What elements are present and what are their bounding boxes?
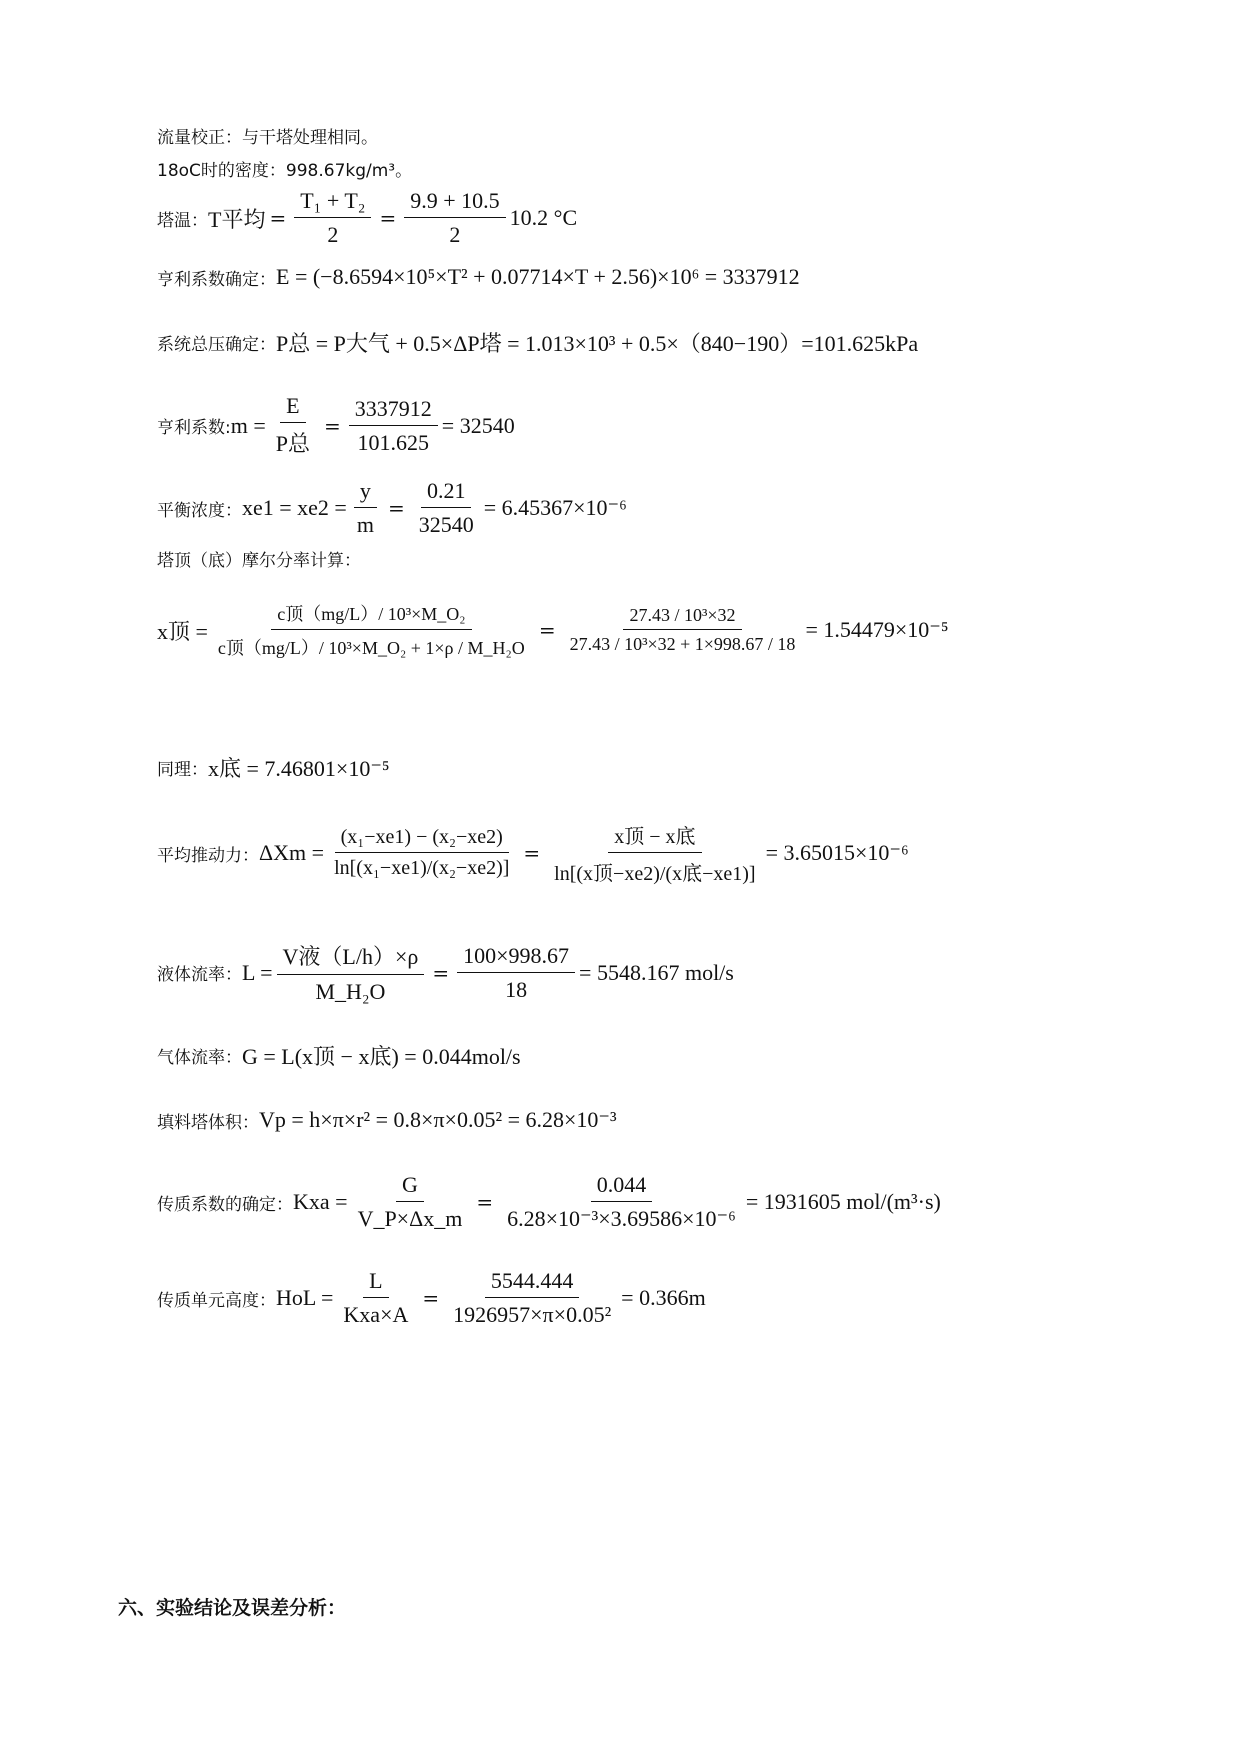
kxa-fraction-1 xyxy=(352,1172,469,1232)
flow-correction-line xyxy=(157,123,378,148)
m-fraction-1 xyxy=(270,393,316,458)
x-top-line: x顶 = $\frac{\text{c顶（mg/L）/ 10³×M\_O₂}}{\text{c顶（mg/L）/ 10³×M\_O₂ + 1×ρ / M\_H₂O}}$ = $\frac{\text{27.43 / 10³×32}}{\text{27.43 / 10³×32 + 1×998.67 / 18}}$ = 1.54479×10⁻⁵ xyxy=(157,600,949,660)
driving-force-result: = 3.65015×10⁻⁶ xyxy=(765,840,909,865)
fraction-denominator: 2 xyxy=(449,222,461,247)
fraction-denominator: m xyxy=(356,512,374,537)
fraction-numerator: 27.43 / 10³×32 xyxy=(623,605,741,630)
x-bottom-line xyxy=(157,752,390,783)
fraction-denominator: ln[(x顶−xe2)/(x底−xe1)] xyxy=(554,863,756,885)
mole-frac-line xyxy=(157,546,361,571)
fraction-numerator: 3337912 xyxy=(349,396,438,426)
fraction-numerator: L xyxy=(363,1268,388,1298)
m-fraction-2 xyxy=(349,396,438,456)
x-top-fraction-1 xyxy=(212,600,531,660)
density-line xyxy=(157,156,412,181)
m-label: 亨利系数: xyxy=(157,418,231,438)
liquid-fraction-2 xyxy=(457,943,575,1003)
equil-lhs: xe1 = xe2 = xyxy=(242,495,347,520)
x-top-fraction-2 xyxy=(564,605,802,655)
fraction-numerator: y xyxy=(354,478,377,508)
volume-line xyxy=(157,1107,617,1133)
liquid-result: = 5548.167 mol/s xyxy=(579,959,734,985)
x-top-lhs: x顶 = xyxy=(157,618,208,644)
liquid-fraction-1 xyxy=(277,940,425,1005)
fraction-denominator: c顶（mg/L）/ 10³×M_O₂ + 1×ρ / M_H₂O xyxy=(217,638,525,658)
fraction-denominator: 1926957×π×0.05² xyxy=(453,1302,612,1327)
liquid-lhs: L = xyxy=(242,959,273,985)
tower-temp-lhs: T平均 xyxy=(208,206,266,232)
density-text: 18oC时的密度：998.67kg/m³。 xyxy=(157,161,413,181)
hol-label: 传质单元高度： xyxy=(157,1290,276,1311)
m-line: 亨利系数: m = $\frac{E}{\text{P总}}$ = $\frac{3337912}{101.625}$ = 32540 xyxy=(157,393,515,456)
equil-label: 平衡浓度： xyxy=(157,500,242,521)
kxa-result: = 1931605 mol/(m³·s) xyxy=(745,1189,941,1214)
driving-force-label: 平均推动力： xyxy=(157,845,259,866)
same-label: 同理： xyxy=(157,760,208,780)
fraction-denominator: 6.28×10⁻³×3.69586×10⁻⁶ xyxy=(507,1206,736,1231)
hol-fraction-2 xyxy=(447,1268,617,1328)
fraction-numerator: V液（L/h）×ρ xyxy=(277,940,425,975)
fraction-numerator: 0.044 xyxy=(591,1172,653,1202)
fraction-numerator: c顶（mg/L）/ 10³×M_O₂ xyxy=(271,600,471,630)
tower-temp-label: 塔温： xyxy=(157,210,208,231)
fraction-denominator: 32540 xyxy=(418,512,474,537)
equil-fraction-2 xyxy=(413,478,480,538)
fraction-numerator: 100×998.67 xyxy=(457,943,575,973)
fraction-denominator: 18 xyxy=(505,976,528,1002)
kxa-fraction-2 xyxy=(501,1172,742,1232)
hol-fraction-1 xyxy=(337,1268,414,1328)
fraction-numerator: 5544.444 xyxy=(485,1268,580,1298)
driving-force-line: 平均推动力： ΔXm = $\frac{\text{(x₁−xe1) − (x₂−xe2)}}{\text{ln[(x₁−xe1)/(x₂−xe2)]}}$ = $\frac{\text{x顶 − x底}}{\text{ln[(x顶−xe2)/(x底−xe1)]}}$ = 3.65015×10⁻⁶ xyxy=(157,820,909,886)
pressure-equation: P总 = P大气 + 0.5×ΔP塔 = 1.013×10³ + 0.5×（840−190）=101.625kPa xyxy=(276,331,919,356)
fraction-numerator: E xyxy=(280,393,305,423)
fraction-numerator: T₁ + T₂ xyxy=(294,188,371,218)
fraction-denominator: P总 xyxy=(275,431,311,456)
liquid-line: 液体流率： L = $\frac{\text{V液（L/h）×ρ}}{\text{M\_H₂O}}$ = $\frac{100\times 998.67}{18}$ = 5548.167 mol/s xyxy=(157,940,734,1005)
tower-temp-fraction-1 xyxy=(294,188,371,248)
fraction-denominator: 2 xyxy=(327,222,339,247)
fraction-denominator: Kxa×A xyxy=(343,1302,409,1327)
driving-force-lhs: ΔXm = xyxy=(259,840,325,865)
fraction-denominator: 101.625 xyxy=(357,429,430,455)
henry-line xyxy=(157,264,800,290)
kxa-label: 传质系数的确定： xyxy=(157,1194,293,1215)
fraction-numerator: 0.21 xyxy=(421,478,472,508)
mole-frac-label: 塔顶（底）摩尔分率计算： xyxy=(157,551,361,571)
section-heading: 六、实验结论及误差分析： xyxy=(118,1597,347,1619)
tower-temp-fraction-2 xyxy=(404,188,505,248)
kxa-lhs: Kxa = xyxy=(293,1189,348,1214)
fraction-numerator: G xyxy=(396,1172,424,1202)
fraction-denominator: ln[(x₁−xe1)/(x₂−xe2)] xyxy=(334,857,510,879)
pressure-line xyxy=(157,327,918,358)
henry-equation: E = (−8.6594×10⁵×T² + 0.07714×T + 2.56)×10⁶ = 3337912 xyxy=(276,264,800,289)
equil-result: = 6.45367×10⁻⁶ xyxy=(483,495,627,520)
fraction-numerator: 9.9 + 10.5 xyxy=(404,188,505,218)
tower-temp-result: 10.2 °C xyxy=(509,205,578,230)
m-result: = 32540 xyxy=(441,412,515,438)
fraction-denominator: V_P×Δx_m xyxy=(357,1206,463,1231)
hol-line: 传质单元高度： HoL = $\frac{L}{\text{Kxa×A}}$ = $\frac{5544.444}{\text{1926957×π×0.05²}}$ = 0.366m xyxy=(157,1268,706,1327)
volume-equation: Vp = h×π×r² = 0.8×π×0.05² = 6.28×10⁻³ xyxy=(259,1107,617,1132)
x-top-result: = 1.54479×10⁻⁵ xyxy=(805,617,949,642)
m-lhs: m = xyxy=(230,412,266,438)
volume-label: 填料塔体积： xyxy=(157,1112,259,1133)
gas-equation: G = L(x顶 − x底) = 0.044mol/s xyxy=(242,1044,521,1069)
fraction-denominator: 27.43 / 10³×32 + 1×998.67 / 18 xyxy=(569,634,796,654)
hol-lhs: HoL = xyxy=(276,1285,334,1310)
henry-label: 亨利系数确定： xyxy=(157,269,276,290)
fraction-numerator: (x₁−xe1) − (x₂−xe2) xyxy=(335,826,509,853)
driving-force-fraction-1 xyxy=(328,826,515,880)
equil-fraction-1 xyxy=(351,478,380,538)
gas-label: 气体流率： xyxy=(157,1048,242,1068)
gas-line xyxy=(157,1040,521,1071)
driving-force-fraction-2 xyxy=(548,820,761,886)
x-bottom-equation: x底 = 7.46801×10⁻⁵ xyxy=(208,756,390,781)
pressure-label: 系统总压确定： xyxy=(157,335,276,355)
fraction-denominator: M_H₂O xyxy=(315,979,386,1004)
fraction-numerator: x顶 − x底 xyxy=(608,820,701,853)
flow-correction-text: 流量校正：与干塔处理相同。 xyxy=(157,128,378,148)
liquid-label: 液体流率： xyxy=(157,965,242,985)
equil-line: 平衡浓度： xe1 = xe2 = $\frac{y}{m}$ = $\frac{0.21}{32540}$ = 6.45367×10⁻⁶ xyxy=(157,478,627,537)
tower-temp-line: 塔温： T平均 = $\frac{\text{T₁ + T₂}}{2}$ = $\frac{9.9 + 10.5}{2}$ 10.2 °C xyxy=(157,188,578,247)
kxa-line: 传质系数的确定： Kxa = $\frac{G}{V\_P\times\Delta x\_m}$ = $\frac{0.044}{\text{6.28×10⁻³×3.69586×10⁻⁶}}$ = 1931605 mol/(m³·s) xyxy=(157,1172,941,1231)
hol-result: = 0.366m xyxy=(621,1285,706,1310)
